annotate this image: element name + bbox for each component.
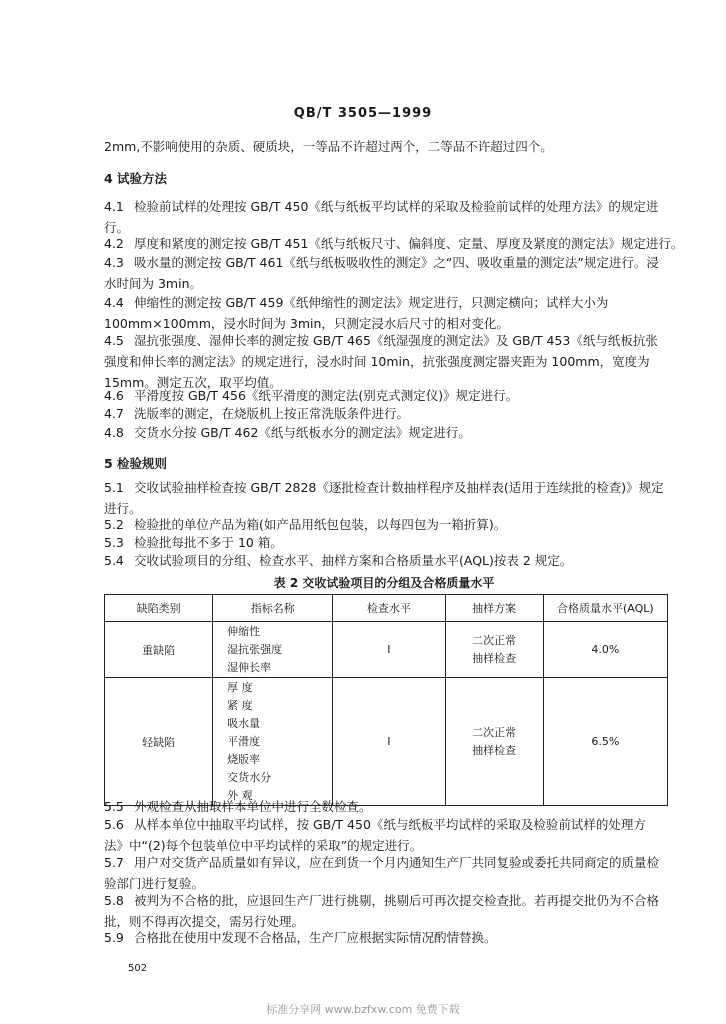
category-cell: 轻缺陷 <box>105 678 213 806</box>
clause-5-7: 5.7 用户对交货产品质量如有异议，应在到货一个月内通知生产厂共同复验或委托共同商定的质量检验部门进行复验。 <box>104 855 659 891</box>
col-header-aql: 合格质量水平(AQL) <box>543 595 667 622</box>
sampling-plan-cell: 二次正常 抽样检查 <box>445 678 543 806</box>
col-header-category: 缺陷类别 <box>105 595 213 622</box>
col-header-indicator: 指标名称 <box>213 595 333 622</box>
document-header: QB/T 3505—1999 <box>293 106 433 121</box>
clause-4-2: 4.2 厚度和紧度的测定按 GB/T 451《纸与纸板尺寸、偏斜度、定量、厚度及紧度的测定法》规定进行。 <box>104 236 684 251</box>
table-row <box>105 622 668 678</box>
col-header-inspection-level: 检查水平 <box>333 595 445 622</box>
clause-4-1: 4.1 检验前试样的处理按 GB/T 450《纸与纸板平均试样的采取及检验前试样的处理方法》的规定进行。 <box>104 199 659 235</box>
clause-4-6: 4.6 平滑度按 GB/T 456《纸平滑度的测定法(别克式测定仪)》规定进行。 <box>104 388 519 403</box>
aql-cell: 4.0% <box>543 622 667 678</box>
aql-cell: 6.5% <box>543 678 667 806</box>
indicator-list: 伸缩性 湿抗张强度 湿伸长率 <box>213 622 333 678</box>
clause-4-8: 4.8 交货水分按 GB/T 462《纸与纸板水分的测定法》规定进行。 <box>104 425 471 440</box>
table-2 <box>104 594 668 806</box>
sampling-plan-cell: 二次正常 抽样检查 <box>445 622 543 678</box>
clause-5-5: 5.5 外观检查从抽取样本单位中进行全数检查。 <box>104 799 372 814</box>
clause-4-3: 4.3 吸水量的测定按 GB/T 461《纸与纸板吸收性的测定》之“四、吸收重量的测定法”规定进行。浸水时间为 3min。 <box>104 255 659 291</box>
section-5-title: 5 检验规则 <box>104 456 168 471</box>
clause-4-4: 4.4 伸缩性的测定按 GB/T 459《纸伸缩性的测定法》规定进行，只测定横向；试样大小为 100mm×100mm，浸水时间为 3min，只测定浸水后尺寸的相对变化。 <box>104 295 609 331</box>
clause-5-4: 5.4 交收试验项目的分组、检查水平、抽样方案和合格质量水平(AQL)按表 2 规定。 <box>104 553 573 568</box>
clause-4-7: 4.7 洗版率的测定，在烧版机上按正常洗版条件进行。 <box>104 406 409 421</box>
section-4-title: 4 试验方法 <box>104 171 168 186</box>
inspection-level-cell: I <box>333 622 445 678</box>
table-header-row <box>105 595 668 622</box>
clause-5-8: 5.8 被判为不合格的批，应退回生产厂进行挑剔，挑剔后可再次提交检查批。若再提交批仍为不合格批，则不得再次提交，需另行处理。 <box>104 893 659 929</box>
indicator-list: 厚 度 紧 度 吸水量 平滑度 烧版率 交货水分 外 观 <box>213 678 333 806</box>
col-header-sampling-plan: 抽样方案 <box>445 595 543 622</box>
clause-4-5: 4.5 湿抗张强度、湿伸长率的测定按 GB/T 465《纸湿强度的测定法》及 GB/T 453《纸与纸板抗张强度和伸长率的测定法》的规定进行，浸水时间 10min，抗张强度测定器夹距为 100mm，宽度为 15mm。测定五次，取平均值。 <box>104 333 658 390</box>
table-row <box>105 678 668 806</box>
watermark: 标准分享网 www.bzfxw.com 免费下载 <box>266 1003 460 1016</box>
clause-5-1: 5.1 交收试验抽样检查按 GB/T 2828《逐批检查计数抽样程序及抽样表(适用于连续批的检查)》规定进行。 <box>104 480 664 516</box>
inspection-level-cell: I <box>333 678 445 806</box>
category-cell: 重缺陷 <box>105 622 213 678</box>
clause-5-2: 5.2 检验批的单位产品为箱(如产品用纸包包装，以每四包为一箱折算)。 <box>104 517 507 532</box>
page-number: 502 <box>128 963 148 974</box>
table-2-caption: 表 2 交收试验项目的分组及合格质量水平 <box>273 576 495 590</box>
clause-5-6: 5.6 从样本单位中抽取平均试样，按 GB/T 450《纸与纸板平均试样的采取及检验前试样的处理方法》中“(2)每个包装单位中平均试样的采取”的规定进行。 <box>104 817 646 853</box>
clause-5-3: 5.3 检验批每批不多于 10 箱。 <box>104 535 283 550</box>
intro-line: 2mm,不影响使用的杂质、硬质块，一等品不许超过两个，二等品不许超过四个。 <box>104 139 553 154</box>
clause-5-9: 5.9 合格批在使用中发现不合格品，生产厂应根据实际情况酌情替换。 <box>104 930 497 945</box>
